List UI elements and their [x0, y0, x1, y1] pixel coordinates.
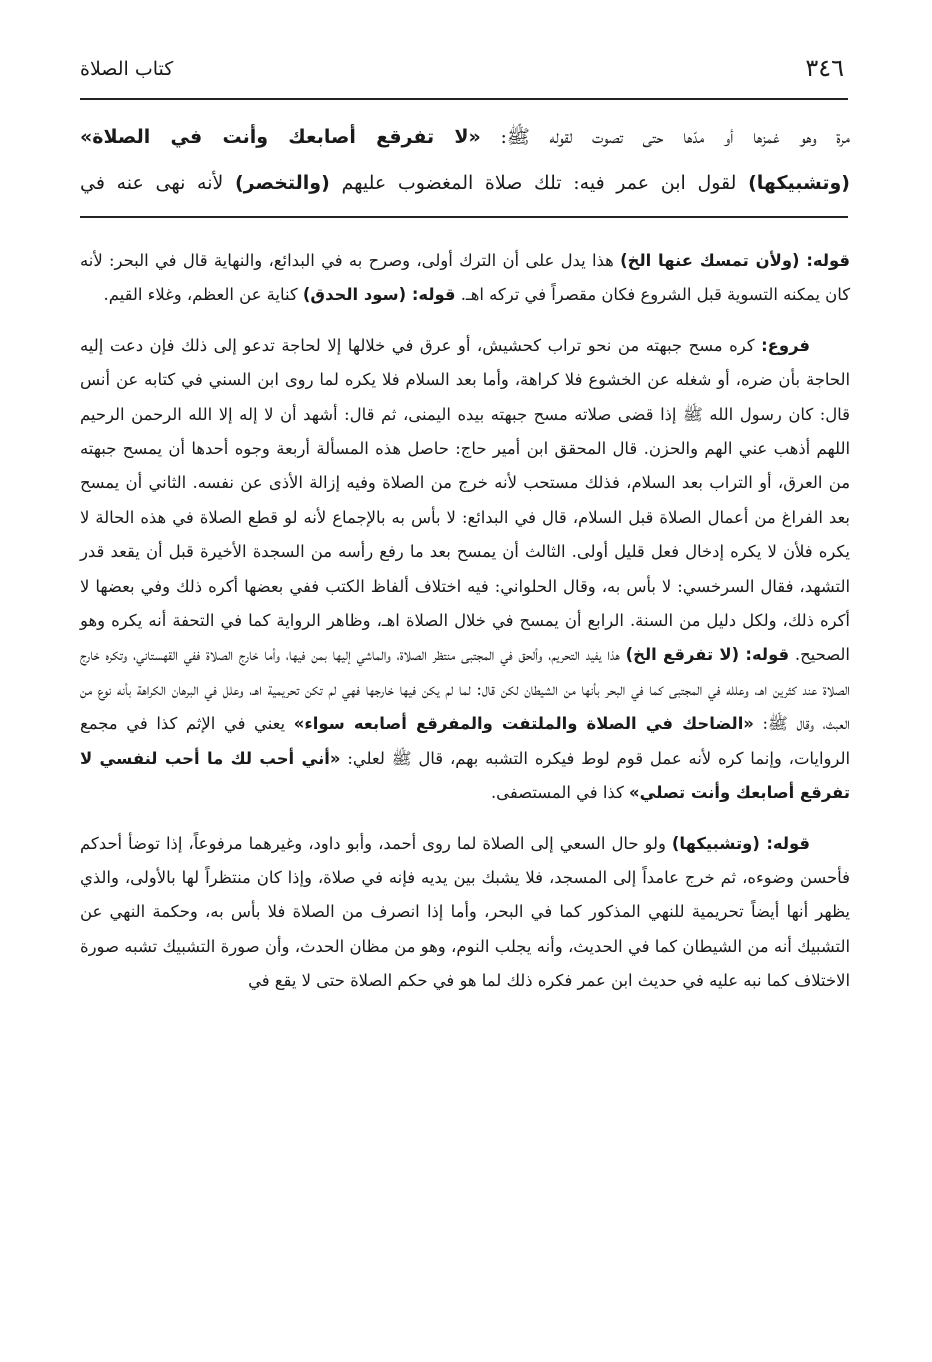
- commentary-text: كناية عن العظم، وغلاء القيم.: [103, 285, 303, 305]
- main-text-line: [80, 114, 850, 160]
- commentary-lead: قوله: (وتشبيكها): [671, 833, 810, 853]
- commentary-text: ولو حال السعي إلى الصلاة لما روى أحمد، وأبو داود، وغيرهما مرفوعاً، إذا توضأ أحدكم فأحسن وضوءه، ثم خرج عامداً إلى المسجد، فلا يشبك بين يديه فإنه في صلاة، وإذا كان منتظراً لها بالأولى، والذي يظهر أنها أيضاً تحريمية للنهي المذكور كما في البحر، وأما إذا انصرف من الصلاة فلا بأس به، وحكمة النهي عن التشبيك أنه من الشيطان كما في الحديث، وأنه يجلب النوم، وهو من مظان الحدث، وأن صورة التشبيك تشبه صورة الاختلاف كما نبه عليه في حديث ابن عمر فكره ذلك لما هو في حكم الصلاة حتى لا يقع في: [80, 833, 850, 991]
- main-text-span: لقول ابن عمر فيه: تلك صلاة المغضوب عليهم: [329, 172, 749, 194]
- commentary-text: يعني في الإثم كذا في مجمع الروايات، وإنما كره لأنه عمل قوم لوط فيكره التشبه بهم، قال ﷺ لعلي:: [80, 714, 850, 768]
- main-text-line: [80, 160, 850, 206]
- commentary-paragraph: [80, 244, 850, 313]
- hadith-quote: «الضاحك في الصلاة والملتفت والمفرقع أصابعه سواء»: [293, 714, 754, 734]
- commentary-paragraph: [80, 827, 850, 999]
- commentary-lead: قوله: (ولأن تمسك عنها الخ): [620, 251, 850, 270]
- hadith-quote: «لا تفرقع أصابعك وأنت في الصلاة»: [80, 126, 481, 148]
- main-text-term: (وتشبيكها): [748, 172, 850, 194]
- running-title: كتاب الصلاة: [80, 58, 174, 80]
- commentary-text: كذا في المستصفى.: [490, 783, 630, 803]
- commentary-paragraph: [80, 329, 850, 811]
- main-text-span: مرة وهو غمزها أو مدّها حتى تصوت لقوله ﷺ:: [480, 126, 850, 148]
- commentary-lead: قوله: (سود الحدق): [302, 285, 456, 305]
- commentary-text: هذا يفيد التحريم، وألحق في المجتبى منتظر الصلاة، والماشي إليها بمن فيها، وأما خارج الصلاة ففي القهستاني، وتكره خارج الصلاة عند كثرين اهـ، وعلله في المجتبى كما في البحر بأنها من الشيطان لكن قال: لما لم يكن فيها خارجها فهي لم تكن تحريمية اهـ، وعلل في البرهان الكراهة بأنه نوع من العبث، وقال ﷺ:: [80, 645, 850, 734]
- page-number: ٣٤٦: [805, 54, 844, 82]
- hadith-quote: «أني أحب لك ما أحب لنفسي لا تفرقع أصابعك وأنت تصلي»: [80, 748, 850, 803]
- commentary-text: هذا يدل على أن الترك أولى، وصرح به في البدائع، والنهاية قال في البحر: لأنه كان يمكنه التسوية قبل الشروع فكان مقصراً في تركه اهـ.: [80, 251, 850, 305]
- main-text: [80, 114, 850, 206]
- main-text-span: لأنه نهى عنه في: [80, 172, 235, 194]
- header-divider: [80, 98, 848, 100]
- commentary-text: كره مسح جبهته من نحو تراب كحشيش، أو عرق في خلالها إلا لحاجة تدعو إلى ذلك فإن دعت إليه الحاجة بأن ضره، أو شغله عن الخشوع فلا كراهة، وأما بعد السلام فلا يكره لما روى ابن السني في كتابه عن أنس قال: كان رسول الله ﷺ إذا قضى صلاته مسح جبهته بيده اليمنى، ثم قال: أشهد أن لا إله إلا الله الرحمن الرحيم اللهم أذهب عني الهم والحزن. قال المحقق ابن أمير حاج: حاصل هذه المسألة أربعة وجوه أحدها أن يمسح جبهته من العرق، أو التراب بعد السلام، فذلك مستحب لأنه خرج من الصلاة وفيه إزالة الأذى عن نفسه. الثاني أن يمسح بعد الفراغ من أعمال الصلاة قبل السلام، قال في البدائع: لا بأس به بالإجماع لأنه لو قطع الصلاة في هذه الحالة لا يكره فلأن لا يكره إدخال فعل قليل أولى. الثالث أن يمسح بعد ما رفع رأسه من السجدة الأخيرة قبل أن يقعد قدر التشهد، فقال السرخسي: لا بأس به، وقال الحلواني: فيه اختلاف ألفاظ الكتب ففي بعضها أكره ذلك وفي بعضها لا أكره ذلك، ولكل دليل من السنة. الرابع أن يمسح في خلال الصلاة اهـ، وظاهر الرواية كما في التحفة أنه يكره وهو الصحيح.: [80, 335, 850, 665]
- commentary: [80, 244, 850, 999]
- commentary-divider: [80, 216, 848, 218]
- commentary-lead: فروع:: [761, 335, 810, 355]
- page-header: [78, 52, 850, 88]
- commentary-lead: قوله: (لا تفرقع الخ): [625, 645, 790, 665]
- main-text-term: (والتخصر): [234, 172, 330, 194]
